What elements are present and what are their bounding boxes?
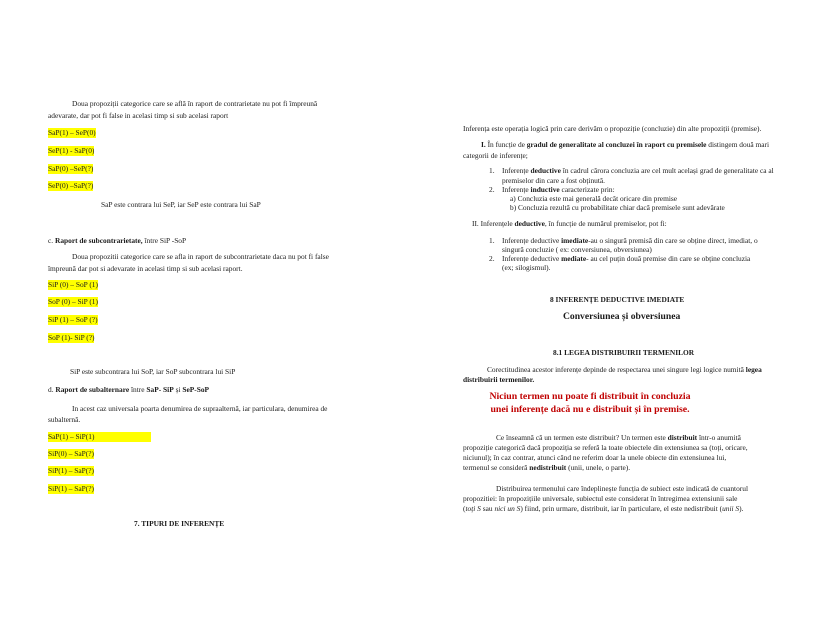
subcontrariety-note: SiP este subcontrara lui SoP, iar SoP subcontrara lui SiP xyxy=(70,367,236,376)
subject-distribution-line-2: propozitiei: în propozițiile universale, subiectul este considerat în întregimea extensiunii sale xyxy=(463,494,738,503)
distributed-question-line-4: termenul se consideră nedistribuit (unii, unele, o parte). xyxy=(463,463,631,472)
subcontrariety-item: SiP (0) – SoP (1) xyxy=(48,280,98,289)
inductive-subitem-b: b) Concluzia rezultă cu probabilitate chiar dacă premisele sunt adevărate xyxy=(510,203,725,212)
deductive-item-line-1: Inferențe deductive în cadrul cărora concluzia are cel mult același grad de generalitate ca al xyxy=(502,166,774,175)
subalternation-text-line-1: In acest caz universala poarta denumirea de supraalternă, iar particulara, denumirea de xyxy=(72,404,328,413)
list-num: 1. xyxy=(489,236,495,245)
subalternation-item: SiP(1) – SaP(?) xyxy=(48,466,94,475)
distributed-question-line-3: niciunul); în caz contrar, atunci când ne referim doar la unele obiecte din extensiunea lui, xyxy=(463,453,727,462)
subcontrariety-heading: c. Raport de subcontrarietate, între SiP -SoP xyxy=(48,236,187,245)
section-heading-8-1: 8.1 LEGEA DISTRIBUIRII TERMENILOR xyxy=(553,348,695,357)
distribution-law-line-2: unei inferențe dacă nu e distribuit și în premise. xyxy=(490,404,690,415)
contrariety-text-line-2: adevarate, dar pot fi false in acelasi timp si sub acelasi raport xyxy=(48,111,229,120)
mediate-item-line-1: Inferențe deductive mediate- au cel puțin două premise din care se obține concluzia xyxy=(502,254,751,263)
mediate-item-line-2: (ex; silogismul). xyxy=(502,263,551,272)
distributed-question-line-2: propoziție categorică dacă propoziția se referă la toate obiectele din extensiunea sa (toți, oricare, xyxy=(463,443,748,452)
inductive-subitem-a: a) Concluzia este mai generală decât oricare din premise xyxy=(510,194,678,203)
list-num: 2. xyxy=(489,185,495,194)
section-i-line-2: categorii de inferențe; xyxy=(463,151,528,160)
subalternation-item: SiP(1) – SaP(?) xyxy=(48,484,94,493)
contrariety-item: SaP(0) –SeP(?) xyxy=(48,164,94,173)
inference-definition: Inferența este operația logică prin care derivăm o propoziție (concluzie) din alte propoziții (premise). xyxy=(463,124,762,133)
section-heading-8: 8 INFERENȚE DEDUCTIVE IMEDIATE xyxy=(550,295,685,304)
distribution-law-line-1: Niciun termen nu poate fi distribuit în concluzia xyxy=(489,391,691,402)
section-ii-line: II. Inferențele deductive, în funcție de numărul premiselor, pot fi: xyxy=(472,219,667,228)
subheading: Conversiunea și obversiunea xyxy=(563,311,681,322)
contrariety-text-line-1: Doua propoziții categorice care se află în raport de contrarietate nu pot fi împreună xyxy=(72,99,318,108)
section-heading-7: 7. TIPURI DE INFERENȚE xyxy=(134,519,225,528)
subject-distribution-line-3: (toți S sau nici un S) fiind, prin urmare, distribuit, iar în particulare, el este nedistribuit (unii S). xyxy=(463,504,744,513)
distributed-question-line-1: Ce înseamnă că un termen este distribuit? Un termen este distribuit într-o anumită xyxy=(496,433,741,442)
subcontrariety-item: SoP (1)- SiP (?) xyxy=(48,333,95,342)
inductive-item: Inferențe inductive caracterizate prin: xyxy=(502,185,615,194)
contrariety-item: SaP(1) – SeP(0) xyxy=(48,128,96,137)
subcontrariety-text-line-2: împreună dar pot si adevarate in acelasi timp si sub acelasi raport. xyxy=(48,264,243,273)
immediate-item-line-2: singură concluzie ( ex: conversiunea, obversiunea) xyxy=(502,245,652,254)
immediate-item-line-1: Inferențe deductive imediate-au o singură premisă din care se obține direct, imediat, o xyxy=(502,236,758,245)
contrariety-item: SeP(1) - SaP(0) xyxy=(48,146,95,155)
subalternation-text-line-2: subalternă. xyxy=(48,415,81,424)
law-intro-line-2: distribuirii termenilor. xyxy=(463,375,535,384)
list-num: 2. xyxy=(489,254,495,263)
subalternation-item: SaP(1) – SiP(1) xyxy=(48,432,151,442)
subalternation-item: SiP(0) – SaP(?) xyxy=(48,449,94,458)
contrariety-item: SeP(0) –SaP(?) xyxy=(48,181,94,190)
subalternation-heading: d. Raport de subalternare între SaP- SiP și SeP-SoP xyxy=(48,385,210,394)
deductive-item-line-2: premiselor din care a fost obținută. xyxy=(502,176,606,185)
law-intro-line-1: Corectitudinea acestor inferențe depinde de respectarea unei singure legi logice numită legea xyxy=(487,365,762,374)
subcontrariety-item: SiP (1) – SoP (?) xyxy=(48,315,98,324)
section-i-line-1: I. În funcție de gradul de generalitate al concluzei în raport cu premisele distingem două mari xyxy=(481,140,770,149)
contrariety-note: SaP este contrara lui SeP, iar SeP este contrara lui SaP xyxy=(101,200,261,209)
subject-distribution-line-1: Distribuirea termenului care îndeplinește funcția de subiect este indicată de cuantorul xyxy=(496,484,749,493)
subcontrariety-text-line-1: Doua propozitii categorice care se afla in raport de subcontrarietate daca nu pot fi false xyxy=(72,252,329,261)
subcontrariety-item: SoP (0) – SiP (1) xyxy=(48,297,98,306)
list-num: 1. xyxy=(489,166,495,175)
